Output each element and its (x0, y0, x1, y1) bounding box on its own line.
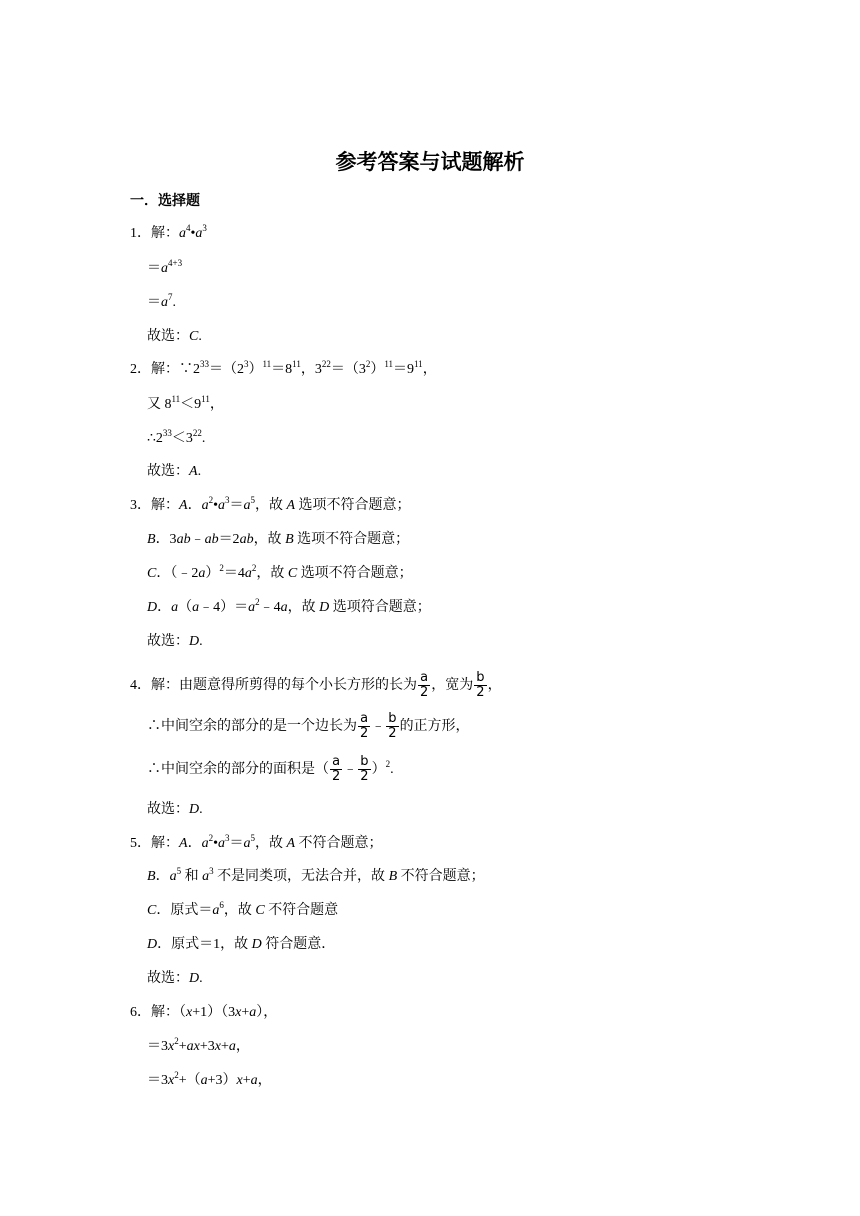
q5-line-3: C．原式$=a^6$，故 C 不符合题意 (147, 900, 339, 918)
q1-line-3: $=a^7$. (147, 292, 176, 310)
q4-line-3: ∴中间空余的部分的面积是（ $\frac{a}{2}$ ﹣ $\frac{b}{2}$ ）$^2$. (147, 754, 394, 785)
q5-answer: 故选：D. (147, 971, 203, 986)
q3-line-3: C．$(﹣2a)^2=4a^2$，故 C 选项不符合题意； (147, 563, 413, 581)
fraction-b-over-2: $\frac{b}{2}$ (388, 711, 397, 742)
q5-line-4: D．原式＝1，故 D 符合题意． (147, 937, 336, 952)
page-title: 参考答案与试题解析 (335, 150, 525, 174)
q2-line-1: 2．解：$\because 2^{33}=(2^3)^{11}=8^{11}$，$3^{22}=(3^2)^{11}=9^{11}$， (130, 359, 437, 377)
q2-answer: 故选：A. (147, 464, 202, 479)
q6-line-3: $=3x^2+(a+3)x+a$， (147, 1070, 272, 1088)
q5-line-2: B．$a^5$ 和 $a^3$ 不是同类项，无法合并，故 B 不符合题意； (147, 866, 485, 884)
q2-line-3: $\therefore 2^{33}<3^{22}$. (147, 428, 206, 446)
q3-line-1: 3．解：A．$a^2•a^3=a^5$，故 A 选项不符合题意； (130, 495, 411, 513)
q3-answer: 故选：D. (147, 634, 203, 649)
q1-line-2: $=a^{4+3}$ (147, 258, 183, 276)
q5-line-1: 5．解：A．$a^2•a^3=a^5$，故 A 不符合题意； (130, 833, 383, 851)
q3-line-4: D．$a(a﹣4)=a^2﹣4a$，故 D 选项符合题意； (147, 597, 431, 615)
fraction-b-over-2: $\frac{b}{2}$ (360, 754, 369, 785)
q4-answer: 故选：D. (147, 802, 203, 817)
fraction-a-over-2: $\frac{a}{2}$ (420, 670, 429, 701)
q6-line-1: 6．解：（x+1）（3x+a）， (130, 1005, 278, 1020)
q1-answer: 故选：C. (147, 329, 202, 344)
q6-line-2: $=3x^2+ax+3x+a$， (147, 1036, 250, 1054)
fraction-a-over-2: $\frac{a}{2}$ (332, 754, 341, 785)
q3-line-2: B．3ab﹣ab＝2ab，故 B 选项不符合题意； (147, 532, 410, 547)
fraction-b-over-2: $\frac{b}{2}$ (476, 670, 485, 701)
q4-line-2: ∴中间空余的部分的是一个边长为 $\frac{a}{2}$ ﹣ $\frac{b}{2}$ 的正方形， (147, 711, 470, 742)
section-heading: 一．选择题 (130, 193, 200, 209)
q4-line-1: 4．解：由题意得所剪得的每个小长方形的长为 $\frac{a}{2}$ ，宽为 $\frac{b}{2}$ ， (130, 670, 502, 701)
q1-line-1: 1．解：$a^4•a^3$ (130, 223, 207, 241)
q2-line-2: 又 $8^{11}<9^{11}$， (147, 394, 224, 412)
fraction-a-over-2: $\frac{a}{2}$ (360, 711, 369, 742)
